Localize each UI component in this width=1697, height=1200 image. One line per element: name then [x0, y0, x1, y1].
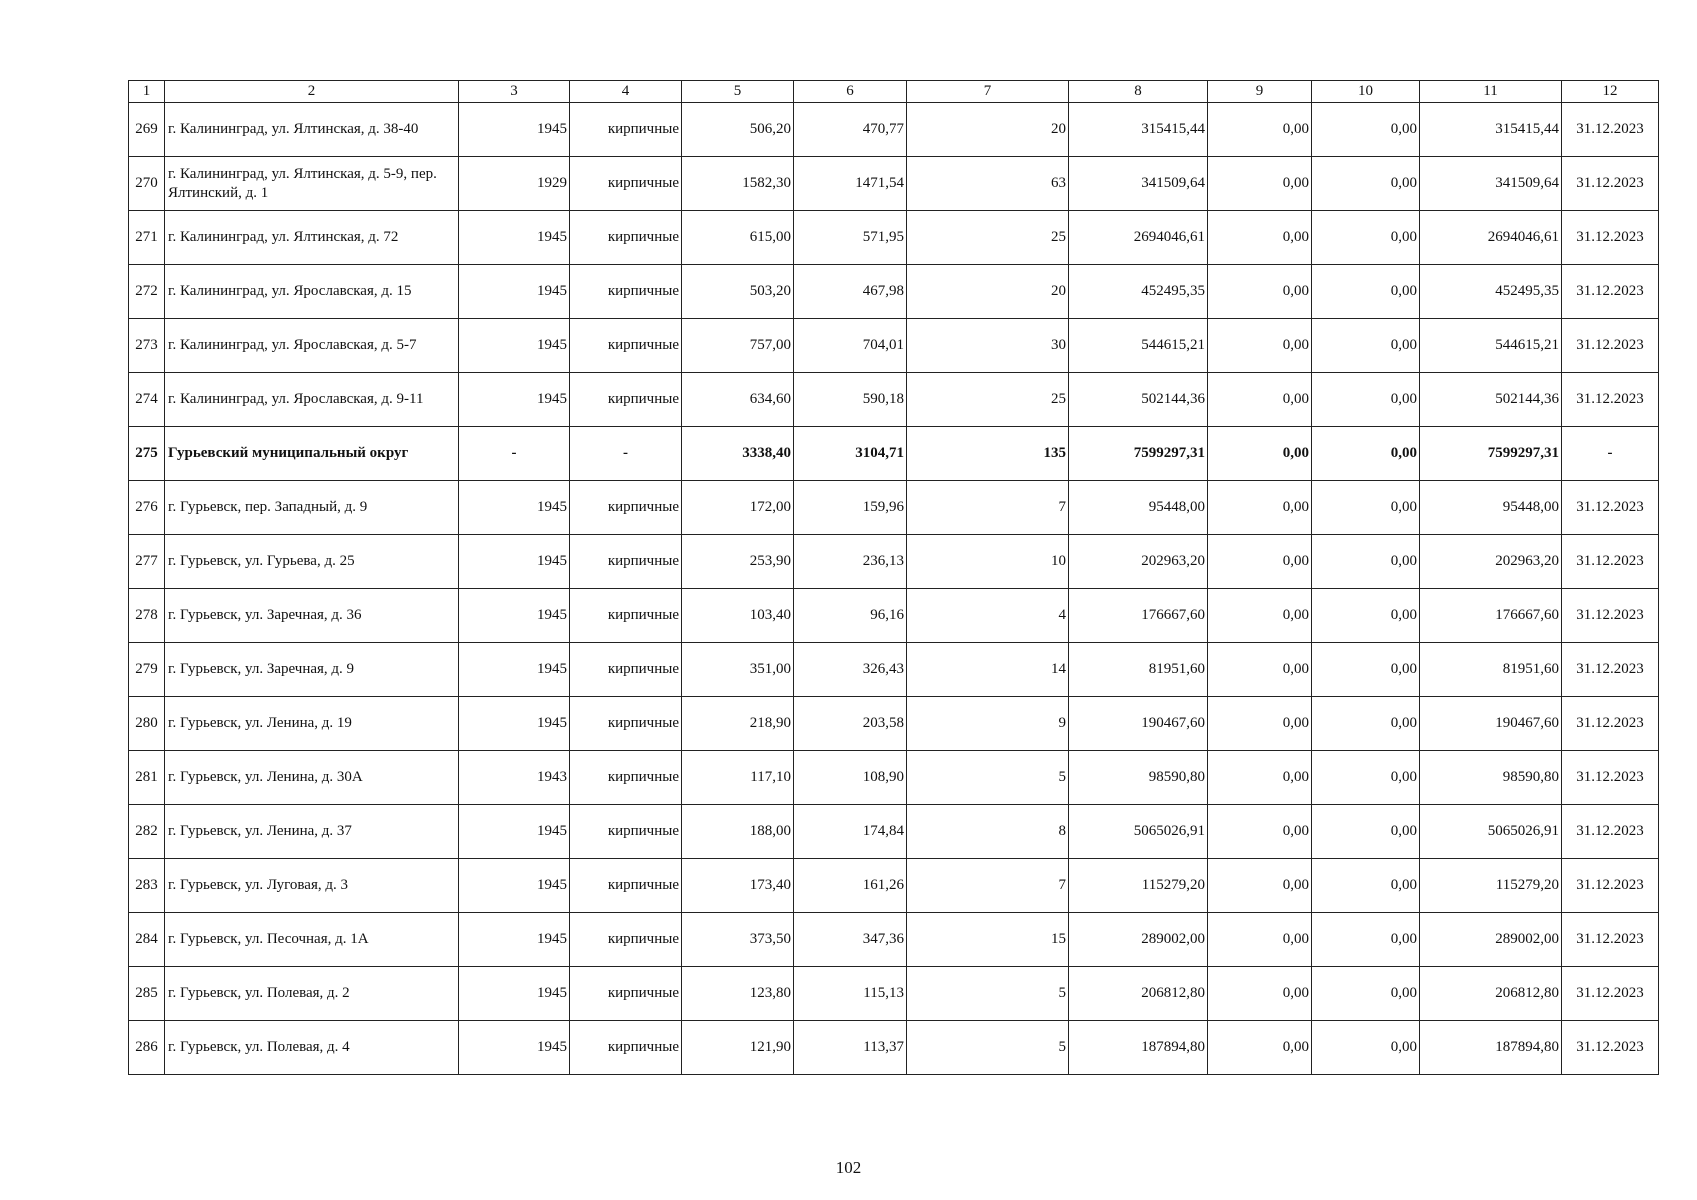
material-cell: кирпичные: [570, 103, 682, 157]
value-cell: 0,00: [1208, 535, 1312, 589]
address-cell: г. Гурьевск, ул. Полевая, д. 2: [165, 967, 459, 1021]
row-number: 272: [129, 265, 165, 319]
value-cell: 544615,21: [1420, 319, 1562, 373]
value-cell: 206812,80: [1069, 967, 1208, 1021]
value-cell: 0,00: [1312, 859, 1420, 913]
value-cell: 7: [907, 481, 1069, 535]
date-cell: 31.12.2023: [1562, 103, 1659, 157]
table-row: [129, 157, 1659, 211]
table-row: [129, 265, 1659, 319]
material-cell: кирпичные: [570, 211, 682, 265]
value-cell: 5: [907, 967, 1069, 1021]
value-cell: 5: [907, 1021, 1069, 1075]
value-cell: 0,00: [1312, 697, 1420, 751]
document-sheet: [128, 80, 1658, 1075]
value-cell: 0,00: [1312, 481, 1420, 535]
material-cell: кирпичные: [570, 481, 682, 535]
row-number: 284: [129, 913, 165, 967]
address-cell: г. Гурьевск, ул. Ленина, д. 19: [165, 697, 459, 751]
value-cell: 25: [907, 373, 1069, 427]
row-number: 273: [129, 319, 165, 373]
table-row: [129, 697, 1659, 751]
value-cell: 0,00: [1312, 751, 1420, 805]
year-cell: 1945: [459, 589, 570, 643]
material-cell: кирпичные: [570, 1021, 682, 1075]
material-cell: кирпичные: [570, 535, 682, 589]
year-cell: 1945: [459, 1021, 570, 1075]
value-cell: 452495,35: [1420, 265, 1562, 319]
column-header: 6: [794, 81, 907, 103]
address-cell: г. Гурьевск, ул. Заречная, д. 9: [165, 643, 459, 697]
value-cell: 218,90: [682, 697, 794, 751]
value-cell: 0,00: [1208, 805, 1312, 859]
year-cell: 1945: [459, 913, 570, 967]
material-cell: -: [570, 427, 682, 481]
value-cell: 502144,36: [1420, 373, 1562, 427]
address-cell: г. Гурьевск, ул. Песочная, д. 1А: [165, 913, 459, 967]
value-cell: 5065026,91: [1420, 805, 1562, 859]
table-row: [129, 1021, 1659, 1075]
value-cell: 3338,40: [682, 427, 794, 481]
value-cell: 0,00: [1208, 265, 1312, 319]
value-cell: 0,00: [1208, 913, 1312, 967]
column-header: 9: [1208, 81, 1312, 103]
value-cell: 470,77: [794, 103, 907, 157]
address-cell: г. Гурьевск, ул. Ленина, д. 37: [165, 805, 459, 859]
value-cell: 7: [907, 859, 1069, 913]
value-cell: 98590,80: [1420, 751, 1562, 805]
material-cell: кирпичные: [570, 319, 682, 373]
value-cell: 174,84: [794, 805, 907, 859]
value-cell: 0,00: [1208, 157, 1312, 211]
date-cell: 31.12.2023: [1562, 481, 1659, 535]
value-cell: 0,00: [1208, 373, 1312, 427]
page-number: 102: [835, 1158, 862, 1177]
value-cell: 506,20: [682, 103, 794, 157]
value-cell: 315415,44: [1069, 103, 1208, 157]
table-row: [129, 913, 1659, 967]
value-cell: 9: [907, 697, 1069, 751]
date-cell: 31.12.2023: [1562, 157, 1659, 211]
value-cell: 176667,60: [1069, 589, 1208, 643]
material-cell: кирпичные: [570, 697, 682, 751]
row-number: 270: [129, 157, 165, 211]
value-cell: 20: [907, 103, 1069, 157]
table-row: [129, 643, 1659, 697]
date-cell: 31.12.2023: [1562, 751, 1659, 805]
value-cell: 7599297,31: [1420, 427, 1562, 481]
date-cell: 31.12.2023: [1562, 805, 1659, 859]
address-cell: Гурьевский муниципальный округ: [165, 427, 459, 481]
value-cell: 8: [907, 805, 1069, 859]
value-cell: 96,16: [794, 589, 907, 643]
table-row: [129, 589, 1659, 643]
date-cell: 31.12.2023: [1562, 589, 1659, 643]
column-header: 2: [165, 81, 459, 103]
row-number: 276: [129, 481, 165, 535]
value-cell: 98590,80: [1069, 751, 1208, 805]
value-cell: 0,00: [1208, 859, 1312, 913]
address-cell: г. Калининград, ул. Ялтинская, д. 72: [165, 211, 459, 265]
value-cell: 1582,30: [682, 157, 794, 211]
value-cell: 2694046,61: [1420, 211, 1562, 265]
row-number: 271: [129, 211, 165, 265]
value-cell: 0,00: [1312, 913, 1420, 967]
address-cell: г. Гурьевск, ул. Полевая, д. 4: [165, 1021, 459, 1075]
column-header: 5: [682, 81, 794, 103]
year-cell: 1945: [459, 481, 570, 535]
value-cell: 187894,80: [1420, 1021, 1562, 1075]
value-cell: 115,13: [794, 967, 907, 1021]
value-cell: 571,95: [794, 211, 907, 265]
year-cell: 1945: [459, 697, 570, 751]
value-cell: 315415,44: [1420, 103, 1562, 157]
address-cell: г. Гурьевск, ул. Гурьева, д. 25: [165, 535, 459, 589]
material-cell: кирпичные: [570, 643, 682, 697]
value-cell: 95448,00: [1420, 481, 1562, 535]
row-number: 286: [129, 1021, 165, 1075]
value-cell: 1471,54: [794, 157, 907, 211]
material-cell: кирпичные: [570, 751, 682, 805]
row-number: 278: [129, 589, 165, 643]
year-cell: 1945: [459, 211, 570, 265]
value-cell: 590,18: [794, 373, 907, 427]
value-cell: 0,00: [1208, 697, 1312, 751]
row-number: 279: [129, 643, 165, 697]
row-number: 269: [129, 103, 165, 157]
row-number: 282: [129, 805, 165, 859]
date-cell: 31.12.2023: [1562, 535, 1659, 589]
row-number: 275: [129, 427, 165, 481]
value-cell: 0,00: [1208, 751, 1312, 805]
value-cell: 3104,71: [794, 427, 907, 481]
value-cell: 0,00: [1312, 589, 1420, 643]
value-cell: 503,20: [682, 265, 794, 319]
value-cell: 115279,20: [1069, 859, 1208, 913]
value-cell: 373,50: [682, 913, 794, 967]
material-cell: кирпичные: [570, 859, 682, 913]
value-cell: 253,90: [682, 535, 794, 589]
value-cell: 289002,00: [1420, 913, 1562, 967]
table-subtotal-row: [129, 427, 1659, 481]
address-cell: г. Калининград, ул. Ярославская, д. 5-7: [165, 319, 459, 373]
year-cell: 1945: [459, 265, 570, 319]
year-cell: 1945: [459, 643, 570, 697]
value-cell: 15: [907, 913, 1069, 967]
value-cell: 2694046,61: [1069, 211, 1208, 265]
column-header: 8: [1069, 81, 1208, 103]
value-cell: 187894,80: [1069, 1021, 1208, 1075]
row-number: 285: [129, 967, 165, 1021]
value-cell: 0,00: [1312, 373, 1420, 427]
value-cell: 0,00: [1312, 157, 1420, 211]
value-cell: 115279,20: [1420, 859, 1562, 913]
value-cell: 0,00: [1312, 103, 1420, 157]
value-cell: 0,00: [1312, 535, 1420, 589]
value-cell: 190467,60: [1420, 697, 1562, 751]
value-cell: 236,13: [794, 535, 907, 589]
value-cell: 544615,21: [1069, 319, 1208, 373]
date-cell: 31.12.2023: [1562, 373, 1659, 427]
value-cell: 615,00: [682, 211, 794, 265]
material-cell: кирпичные: [570, 265, 682, 319]
value-cell: 5: [907, 751, 1069, 805]
date-cell: 31.12.2023: [1562, 913, 1659, 967]
address-cell: г. Калининград, ул. Ярославская, д. 9-11: [165, 373, 459, 427]
year-cell: 1945: [459, 373, 570, 427]
value-cell: 30: [907, 319, 1069, 373]
value-cell: 173,40: [682, 859, 794, 913]
year-cell: 1943: [459, 751, 570, 805]
value-cell: 0,00: [1208, 211, 1312, 265]
date-cell: 31.12.2023: [1562, 319, 1659, 373]
table-row: [129, 751, 1659, 805]
value-cell: 206812,80: [1420, 967, 1562, 1021]
year-cell: 1945: [459, 535, 570, 589]
address-cell: г. Гурьевск, ул. Луговая, д. 3: [165, 859, 459, 913]
value-cell: 159,96: [794, 481, 907, 535]
material-cell: кирпичные: [570, 805, 682, 859]
value-cell: 121,90: [682, 1021, 794, 1075]
address-cell: г. Калининград, ул. Ялтинская, д. 5-9, пер. Ялтинский, д. 1: [165, 157, 459, 211]
value-cell: 117,10: [682, 751, 794, 805]
date-cell: 31.12.2023: [1562, 1021, 1659, 1075]
value-cell: 108,90: [794, 751, 907, 805]
value-cell: 123,80: [682, 967, 794, 1021]
value-cell: 113,37: [794, 1021, 907, 1075]
year-cell: -: [459, 427, 570, 481]
value-cell: 7599297,31: [1069, 427, 1208, 481]
table-row: [129, 481, 1659, 535]
year-cell: 1945: [459, 103, 570, 157]
table-row: [129, 535, 1659, 589]
date-cell: 31.12.2023: [1562, 265, 1659, 319]
value-cell: 0,00: [1208, 967, 1312, 1021]
value-cell: 14: [907, 643, 1069, 697]
column-header: 11: [1420, 81, 1562, 103]
value-cell: 81951,60: [1420, 643, 1562, 697]
address-cell: г. Гурьевск, пер. Западный, д. 9: [165, 481, 459, 535]
value-cell: 502144,36: [1069, 373, 1208, 427]
value-cell: 20: [907, 265, 1069, 319]
address-cell: г. Гурьевск, ул. Ленина, д. 30А: [165, 751, 459, 805]
value-cell: 0,00: [1208, 589, 1312, 643]
value-cell: 0,00: [1312, 211, 1420, 265]
value-cell: 0,00: [1208, 319, 1312, 373]
table-body: [129, 81, 1659, 1075]
value-cell: 95448,00: [1069, 481, 1208, 535]
value-cell: 25: [907, 211, 1069, 265]
date-cell: 31.12.2023: [1562, 697, 1659, 751]
table-row: [129, 319, 1659, 373]
address-cell: г. Калининград, ул. Ярославская, д. 15: [165, 265, 459, 319]
year-cell: 1945: [459, 967, 570, 1021]
row-number: 283: [129, 859, 165, 913]
value-cell: 172,00: [682, 481, 794, 535]
row-number: 274: [129, 373, 165, 427]
material-cell: кирпичные: [570, 373, 682, 427]
date-cell: -: [1562, 427, 1659, 481]
value-cell: 0,00: [1312, 1021, 1420, 1075]
row-number: 277: [129, 535, 165, 589]
value-cell: 103,40: [682, 589, 794, 643]
value-cell: 0,00: [1312, 265, 1420, 319]
material-cell: кирпичные: [570, 967, 682, 1021]
value-cell: 0,00: [1312, 643, 1420, 697]
date-cell: 31.12.2023: [1562, 859, 1659, 913]
value-cell: 467,98: [794, 265, 907, 319]
value-cell: 289002,00: [1069, 913, 1208, 967]
value-cell: 347,36: [794, 913, 907, 967]
date-cell: 31.12.2023: [1562, 967, 1659, 1021]
material-cell: кирпичные: [570, 157, 682, 211]
table-row: [129, 103, 1659, 157]
value-cell: 326,43: [794, 643, 907, 697]
value-cell: 4: [907, 589, 1069, 643]
value-cell: 0,00: [1208, 1021, 1312, 1075]
date-cell: 31.12.2023: [1562, 643, 1659, 697]
value-cell: 351,00: [682, 643, 794, 697]
value-cell: 0,00: [1208, 427, 1312, 481]
table-row: [129, 967, 1659, 1021]
housing-table: [128, 80, 1659, 1075]
year-cell: 1929: [459, 157, 570, 211]
date-cell: 31.12.2023: [1562, 211, 1659, 265]
material-cell: кирпичные: [570, 589, 682, 643]
value-cell: 0,00: [1312, 319, 1420, 373]
value-cell: 634,60: [682, 373, 794, 427]
table-row: [129, 211, 1659, 265]
year-cell: 1945: [459, 859, 570, 913]
value-cell: 0,00: [1208, 643, 1312, 697]
year-cell: 1945: [459, 805, 570, 859]
value-cell: 190467,60: [1069, 697, 1208, 751]
year-cell: 1945: [459, 319, 570, 373]
value-cell: 757,00: [682, 319, 794, 373]
row-number: 281: [129, 751, 165, 805]
table-row: [129, 373, 1659, 427]
row-number: 280: [129, 697, 165, 751]
value-cell: 161,26: [794, 859, 907, 913]
value-cell: 0,00: [1208, 481, 1312, 535]
value-cell: 0,00: [1312, 967, 1420, 1021]
value-cell: 202963,20: [1420, 535, 1562, 589]
column-number-header-row: [129, 81, 1659, 103]
material-cell: кирпичные: [570, 913, 682, 967]
column-header: 10: [1312, 81, 1420, 103]
value-cell: 81951,60: [1069, 643, 1208, 697]
column-header: 12: [1562, 81, 1659, 103]
value-cell: 188,00: [682, 805, 794, 859]
value-cell: 135: [907, 427, 1069, 481]
column-header: 1: [129, 81, 165, 103]
value-cell: 704,01: [794, 319, 907, 373]
value-cell: 452495,35: [1069, 265, 1208, 319]
value-cell: 0,00: [1312, 427, 1420, 481]
value-cell: 341509,64: [1420, 157, 1562, 211]
value-cell: 341509,64: [1069, 157, 1208, 211]
value-cell: 176667,60: [1420, 589, 1562, 643]
table-row: [129, 859, 1659, 913]
address-cell: г. Гурьевск, ул. Заречная, д. 36: [165, 589, 459, 643]
column-header: 4: [570, 81, 682, 103]
address-cell: г. Калининград, ул. Ялтинская, д. 38-40: [165, 103, 459, 157]
value-cell: 202963,20: [1069, 535, 1208, 589]
value-cell: 0,00: [1312, 805, 1420, 859]
column-header: 7: [907, 81, 1069, 103]
value-cell: 0,00: [1208, 103, 1312, 157]
value-cell: 203,58: [794, 697, 907, 751]
value-cell: 63: [907, 157, 1069, 211]
table-row: [129, 805, 1659, 859]
value-cell: 10: [907, 535, 1069, 589]
column-header: 3: [459, 81, 570, 103]
value-cell: 5065026,91: [1069, 805, 1208, 859]
